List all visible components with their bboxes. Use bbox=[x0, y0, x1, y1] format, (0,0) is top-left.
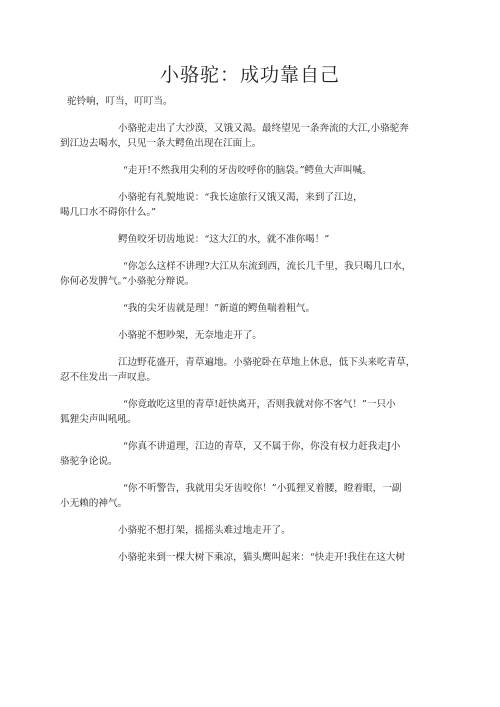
paragraph-line: 鳄鱼咬牙切齿地说：“这大江的水，就不准你喝！” bbox=[118, 234, 330, 245]
paragraph-line: 喝几口水不碍你什么。” bbox=[60, 207, 157, 218]
story-paragraph bbox=[60, 259, 448, 289]
paragraph-line: 小骆驼有礼貌地说：“我长途旅行又饿又渴，来到了江边， bbox=[118, 192, 363, 203]
paragraph-gap bbox=[60, 469, 448, 481]
story-paragraph bbox=[60, 328, 448, 343]
paragraph-line: “你怎么这样不讲理?大江从东流到西，流长几千里，我只喝几口水， bbox=[123, 261, 412, 272]
paragraph-gap bbox=[60, 511, 448, 523]
paragraph-line: “你竟敢吃这里的青草!赶快离开，否则我就对你不客气！”一只小 bbox=[123, 399, 396, 410]
paragraph-line: 小骆驼不想吵架，无奈地走开了。 bbox=[118, 330, 262, 341]
story-paragraph bbox=[60, 481, 448, 511]
story-paragraph bbox=[60, 523, 448, 538]
story-paragraph bbox=[60, 121, 448, 151]
story-paragraph bbox=[60, 397, 448, 427]
paragraph-line: 江边野花盛开，青草遍地。小骆驼卧在草地上休息，低下头来吃青草， bbox=[118, 357, 416, 368]
paragraph-line: 你何必发脾气。”小骆驼分辩说。 bbox=[60, 276, 195, 287]
paragraph-gap bbox=[60, 343, 448, 355]
paragraph-line: 小骆驼来到一棵大树下乘凉，猫头鹰叫起来：“快走开!我住在这大树 bbox=[118, 552, 405, 563]
paragraph-line: 小无赖的神气。 bbox=[60, 498, 128, 509]
paragraph-gap bbox=[60, 385, 448, 397]
paragraph-gap bbox=[60, 538, 448, 550]
paragraph-line: “你真不讲道理，江边的青草，又不属于你，你没有权力赶我走J小 bbox=[123, 441, 401, 452]
story-paragraph bbox=[60, 163, 448, 178]
story-paragraph bbox=[60, 439, 448, 469]
paragraph-gap bbox=[60, 247, 448, 259]
paragraph-gap bbox=[60, 178, 448, 190]
story-paragraph bbox=[60, 301, 448, 316]
paragraph-gap bbox=[60, 316, 448, 328]
story-body bbox=[60, 94, 448, 565]
paragraph-gap bbox=[60, 109, 448, 121]
paragraph-gap bbox=[60, 427, 448, 439]
paragraph-gap bbox=[60, 289, 448, 301]
paragraph-line: “走开!不然我用尖利的牙齿咬呼你的脑袋。”鳄鱼大声叫喊。 bbox=[123, 165, 372, 176]
story-paragraph bbox=[60, 94, 448, 109]
paragraph-line: 骆驼争论说。 bbox=[60, 456, 118, 467]
paragraph-gap bbox=[60, 220, 448, 232]
story-paragraph bbox=[60, 550, 448, 565]
paragraph-line: 狐狸尖声叫吼吼。 bbox=[60, 414, 137, 425]
paragraph-line: 到江边去喝水，只见一条大鳄鱼出现在江面上。 bbox=[60, 138, 262, 149]
document-title: 小骆驼：成功靠自己 bbox=[159, 64, 340, 86]
story-paragraph bbox=[60, 232, 448, 247]
paragraph-line: 小骆驼不想打架，摇摇头难过地走开了。 bbox=[118, 525, 291, 536]
story-paragraph bbox=[60, 190, 448, 220]
paragraph-line: 小骆驼走出了大沙漠，又饿又渴。最终望见一条奔流的大江,小骆驼奔 bbox=[118, 123, 409, 134]
paragraph-line: 忍不住发出一声叹息。 bbox=[60, 372, 156, 383]
paragraph-line: 驼铃响，叮当，叮叮当。 bbox=[67, 96, 173, 107]
paragraph-line: “我的尖牙齿就是理！”新道的鳄鱼喘着粗气。 bbox=[123, 303, 316, 314]
story-paragraph bbox=[60, 355, 448, 385]
paragraph-gap bbox=[60, 151, 448, 163]
paragraph-line: “你不听警告，我就用尖牙齿咬你！”小狐狸叉着腰，瞪着眼，一副 bbox=[123, 483, 402, 494]
